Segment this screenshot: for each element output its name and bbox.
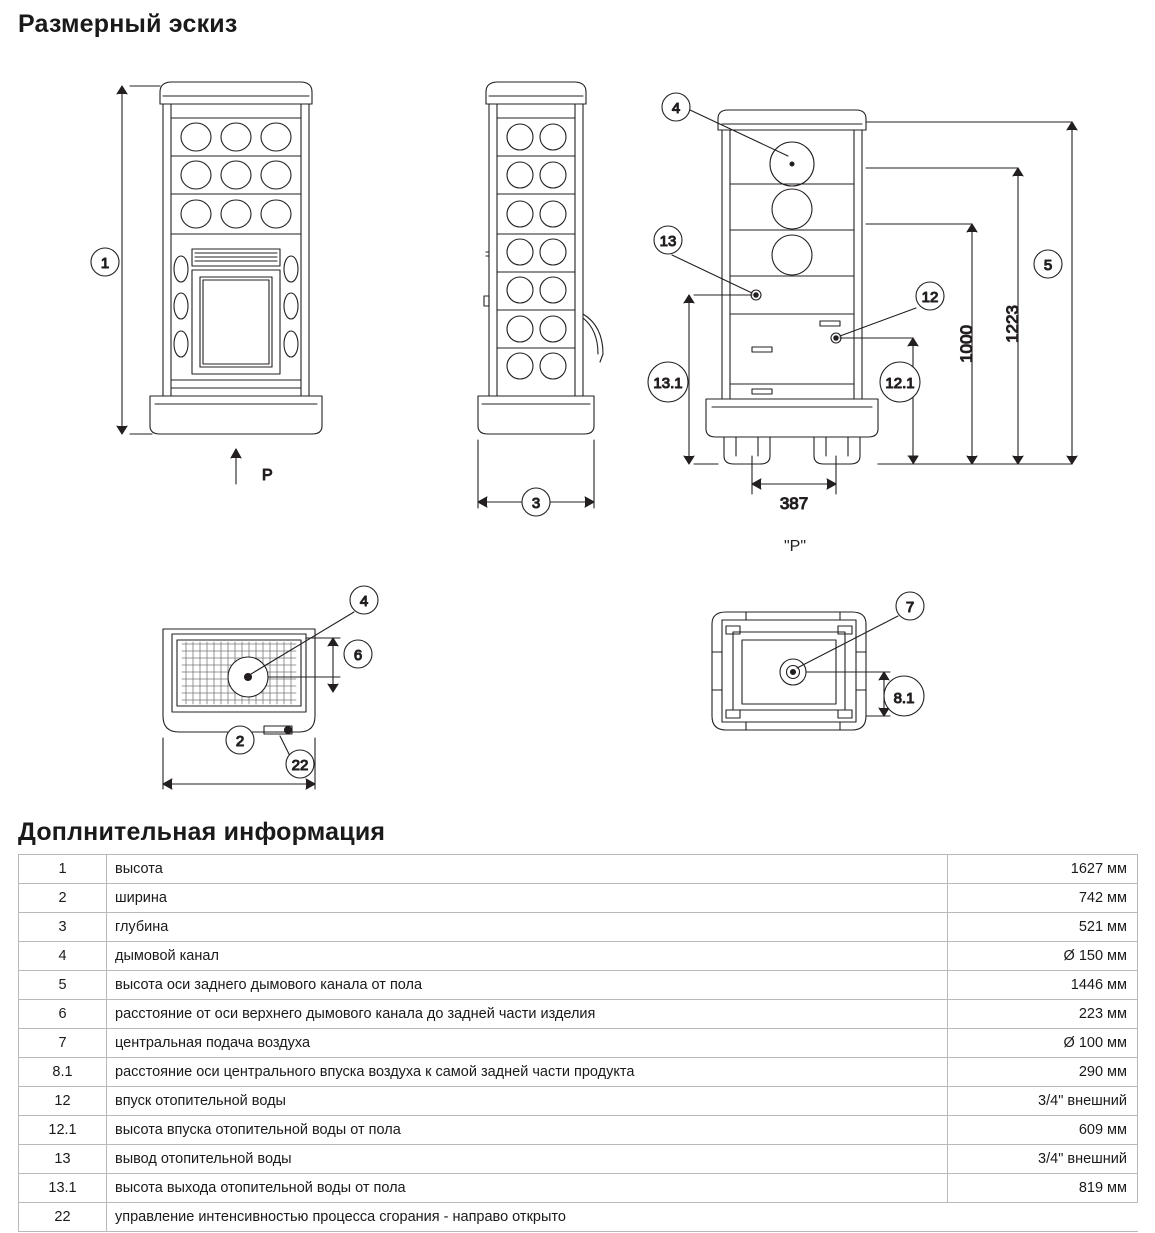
balloon-5-label: 5 [1043, 257, 1053, 274]
row-desc: ширина [107, 884, 948, 913]
balloon-4-top-label: 4 [359, 593, 369, 610]
row-num: 4 [19, 942, 107, 971]
row-num: 6 [19, 1000, 107, 1029]
row-num: 12 [19, 1087, 107, 1116]
page-title-info: Доплнительная информация [18, 818, 386, 846]
balloon-1-label: 1 [100, 255, 110, 272]
balloon-3-label: 3 [531, 495, 541, 512]
row-desc: расстояние от оси верхнего дымового канала до задней части изделия [107, 1000, 948, 1029]
row-num: 13.1 [19, 1174, 107, 1203]
table-row [19, 913, 1138, 942]
row-value: 290 мм [948, 1058, 1138, 1087]
balloon-13-label: 13 [659, 233, 677, 250]
top-view [163, 629, 315, 734]
balloon-6-label: 6 [353, 647, 363, 664]
table-row [19, 884, 1138, 913]
dimension-12-1 [840, 338, 920, 464]
table-row [19, 1116, 1138, 1145]
table-body [19, 855, 1138, 1232]
row-value: 819 мм [948, 1174, 1138, 1203]
dimension-387 [752, 456, 836, 494]
row-num: 1 [19, 855, 107, 884]
row-desc: высота впуска отопительной воды от пола [107, 1116, 948, 1145]
balloon-8-1-label: 8.1 [893, 690, 915, 707]
page-title-drawing: Размерный эскиз [18, 10, 238, 38]
row-desc: впуск отопительной воды [107, 1087, 948, 1116]
row-num: 12.1 [19, 1116, 107, 1145]
technical-drawing [0, 44, 1155, 804]
row-value: Ø 100 мм [948, 1029, 1138, 1058]
table-row [19, 855, 1138, 884]
balloon-2-label: 2 [235, 733, 245, 750]
side-view [478, 82, 603, 434]
balloon-13-1-label: 13.1 [653, 375, 683, 392]
drawing-svg [0, 44, 1155, 804]
row-desc: управление интенсивностью процесса сгорания - направо открыто [107, 1203, 1138, 1232]
specification-table [18, 854, 1138, 1232]
table-row [19, 1000, 1138, 1029]
bottom-view-p-label: "P" [783, 538, 807, 555]
dimension-387-label: 387 [779, 494, 809, 513]
balloon-7-label: 7 [905, 599, 915, 616]
bottom-view [712, 612, 866, 730]
row-desc: высота выхода отопительной воды от пола [107, 1174, 948, 1203]
row-value: 3/4" внешний [948, 1087, 1138, 1116]
table-row [19, 1145, 1138, 1174]
table-row [19, 1029, 1138, 1058]
row-value: Ø 150 мм [948, 942, 1138, 971]
row-num: 22 [19, 1203, 107, 1232]
front-view [150, 82, 322, 434]
balloon-4-back-label: 4 [671, 100, 681, 117]
table-row [19, 1087, 1138, 1116]
row-value: 1627 мм [948, 855, 1138, 884]
dimension-1000-label: 1000 [957, 325, 976, 363]
row-desc: расстояние оси центрального впуска воздуха к самой задней части продукта [107, 1058, 948, 1087]
row-value: 223 мм [948, 1000, 1138, 1029]
row-value: 3/4" внешний [948, 1145, 1138, 1174]
row-desc: дымовой канал [107, 942, 948, 971]
row-num: 2 [19, 884, 107, 913]
row-num: 5 [19, 971, 107, 1000]
dimension-1223 [866, 168, 1023, 464]
row-value: 1446 мм [948, 971, 1138, 1000]
dimension-1223-label: 1223 [1003, 305, 1022, 343]
back-view [706, 110, 878, 464]
row-num: 13 [19, 1145, 107, 1174]
row-value: 521 мм [948, 913, 1138, 942]
row-value: 742 мм [948, 884, 1138, 913]
front-p-arrow [231, 449, 241, 484]
row-desc: глубина [107, 913, 948, 942]
row-num: 3 [19, 913, 107, 942]
row-num: 8.1 [19, 1058, 107, 1087]
table-row [19, 1174, 1138, 1203]
row-desc: вывод отопительной воды [107, 1145, 948, 1174]
balloon-12-label: 12 [921, 289, 939, 306]
row-desc: центральная подача воздуха [107, 1029, 948, 1058]
table-row [19, 971, 1138, 1000]
balloon-22-label: 22 [291, 757, 309, 774]
front-p-label: P [262, 467, 273, 484]
table-row [19, 1058, 1138, 1087]
row-value: 609 мм [948, 1116, 1138, 1145]
balloon-12-1-label: 12.1 [885, 375, 915, 392]
row-num: 7 [19, 1029, 107, 1058]
row-desc: высота оси заднего дымового канала от пола [107, 971, 948, 1000]
table-row [19, 1203, 1138, 1232]
table-row [19, 942, 1138, 971]
row-desc: высота [107, 855, 948, 884]
